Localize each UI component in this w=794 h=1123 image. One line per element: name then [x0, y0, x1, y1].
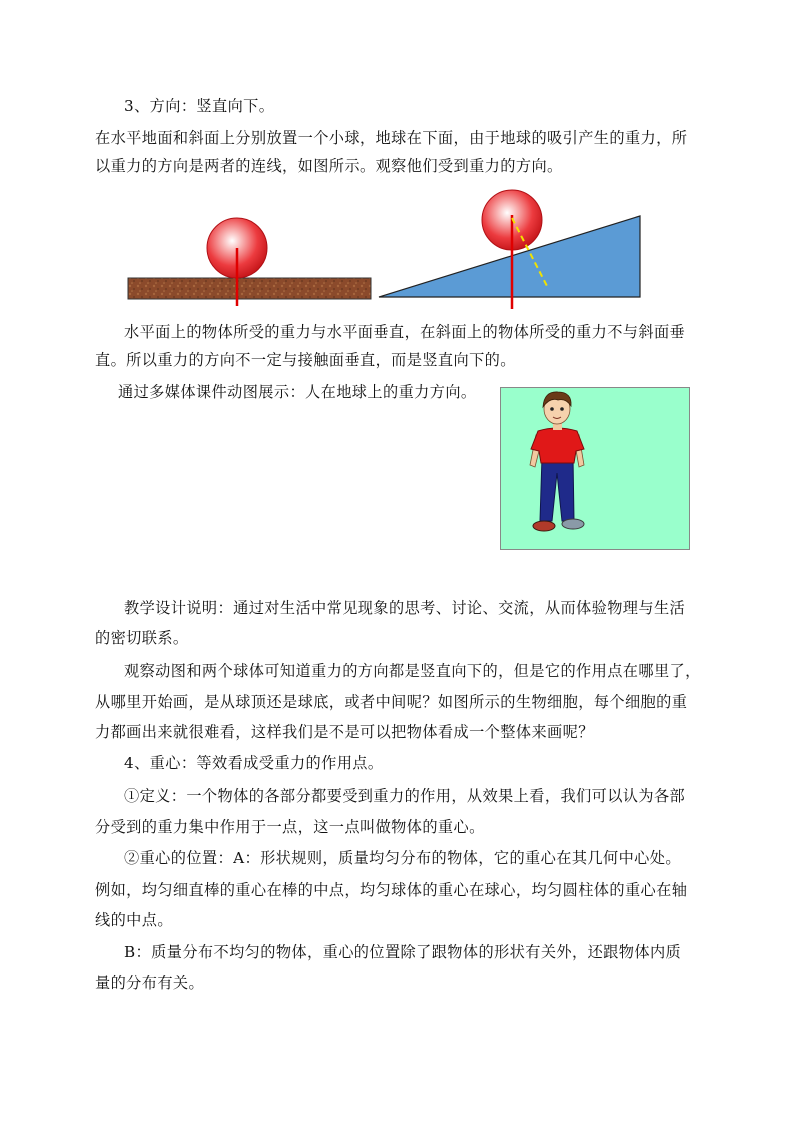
- paragraph-line: 教学设计说明：通过对生活中常见现象的思考、讨论、交流，从而体验物理与生活: [124, 599, 686, 617]
- paragraph-line: 通过多媒体课件动图展示：人在地球上的重力方向。: [118, 383, 477, 401]
- paragraph-line: 以重力的方向是两者的连线，如图所示。观察他们受到重力的方向。: [95, 157, 563, 175]
- paragraph-line: 分受到的重力集中作用于一点，这一点叫做物体的重心。: [95, 818, 485, 836]
- paragraph-line: 力都画出来就很难看，这样我们是不是可以把物体看成一个整体来画呢？: [95, 723, 594, 741]
- paragraph-line: B：质量分布不均匀的物体，重心的位置除了跟物体的形状有关外，还跟物体内质: [124, 943, 682, 961]
- paragraph-line: 例如，均匀细直棒的重心在棒的中点，均匀球体的重心在球心，均匀圆柱体的重心在轴: [95, 881, 688, 899]
- paragraph-line: 量的分布有关。: [95, 974, 205, 992]
- horizontal-ground: [128, 278, 371, 299]
- paragraph-line: 的密切联系。: [95, 629, 189, 647]
- section-3-heading: 3、方向：竖直向下。: [124, 97, 275, 115]
- paragraph-line: 从哪里开始画，是从球顶还是球底，或者中间呢？如图所示的生物细胞，每个细胞的重: [95, 693, 688, 711]
- person-gravity-image: [500, 387, 690, 550]
- section-4-heading: 4、重心：等效看成受重力的作用点。: [124, 754, 384, 772]
- paragraph-line: ②重心的位置：A：形状规则，质量均匀分布的物体，它的重心在其几何中心处。: [124, 849, 681, 867]
- paragraph-line: ①定义：一个物体的各部分都要受到重力的作用，从效果上看，我们可以认为各部: [124, 787, 686, 805]
- paragraph-line: 直。所以重力的方向不一定与接触面垂直，而是竖直向下的。: [95, 351, 516, 369]
- paragraph-line: 观察动图和两个球体可知道重力的方向都是竖直向下的，但是它的作用点在哪里了，: [124, 662, 701, 680]
- paragraph-line: 水平面上的物体所受的重力与水平面垂直，在斜面上的物体所受的重力不与斜面垂: [124, 323, 686, 341]
- gravity-direction-figure: [120, 188, 650, 313]
- paragraph-line: 在水平地面和斜面上分别放置一个小球，地球在下面，由于地球的吸引产生的重力，所: [95, 129, 688, 147]
- paragraph-line: 线的中点。: [95, 911, 173, 929]
